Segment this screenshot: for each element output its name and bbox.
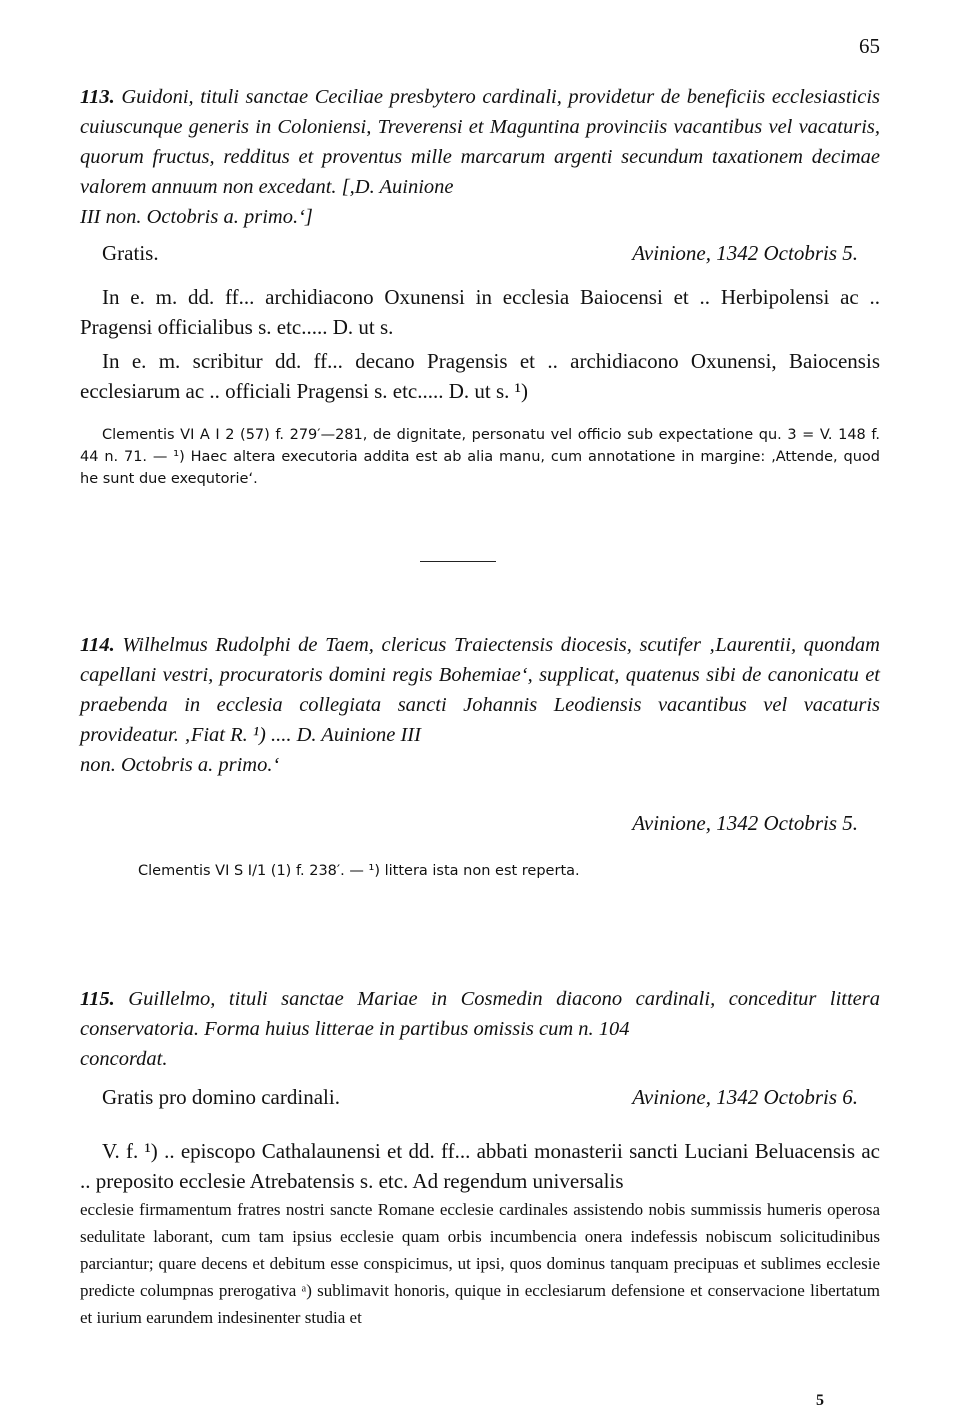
section-divider xyxy=(420,561,496,562)
entry-114-dateline xyxy=(80,808,880,838)
entry-113-paragraph-2: In e. m. scribitur dd. ff... decano Pragensis et .. archidiacono Oxunensi, Baiocensis ecclesiarum ac .. officiali Pragensi s. etc..... D. ut s. ¹) xyxy=(80,349,880,403)
entry-115-heading-end: concordat. xyxy=(80,1048,168,1070)
entry-115-body xyxy=(80,1136,880,1331)
entry-113-place-date: Avinione, 1342 Octobris 5. xyxy=(632,241,858,265)
entry-115-number: 115. xyxy=(80,988,115,1010)
entry-114-number: 114. xyxy=(80,634,115,656)
entry-115-paragraph-2: ecclesie firmamentum fratres nostri sancte Romane ecclesie cardinales assistendo nobis summissis humeris operosa sedulitate laborant, cum tam ipsius ecclesie quam orbis incumbencia onera indefessis nobiscum solicitudinibus parciantur; quare decens et debitum esse conspicimus, ut ipsi, quos dominus tanquam precipuas et sublimes ecclesie predicte columpnas prerogativa ᵃ) sublimavit honoris, quique in ecclesiarum defensione et conservacione libertatum et iurium earundem indesinenter studia et xyxy=(80,1200,880,1327)
entry-114-footnote: Clementis VI S I/1 (1) f. 238′. — ¹) littera ista non est reperta. xyxy=(138,863,580,879)
entry-113-fee: Gratis. xyxy=(102,241,159,265)
entry-113-footnote: Clementis VI A I 2 (57) f. 279′—281, de dignitate, personatu vel officio sub expectatione qu. 3 = V. 148 f. 44 n. 71. — ¹) Haec altera executoria addita est ab alia manu, cum annotatione in margine: ‚Attende, quod he sunt due exequtorie‘. xyxy=(80,427,880,487)
entry-113-heading xyxy=(80,82,880,232)
entry-114-heading-text: Wilhelmus Rudolphi de Taem, clericus Traiectensis diocesis, scutifer ‚Laurentii, quondam capellani vestri, procuratoris domini regis Bohemiae‘, supplicat, quatenus sibi de canonicatu et praebenda in ecclesia collegiata sancti Johannis Leodiensis vacantibus vel vacaturis provideatur. ‚Fiat R. ¹) .... D. Auinione III xyxy=(80,634,880,746)
entry-113-heading-text: Guidoni, tituli sanctae Ceciliae presbytero cardinali, providetur de beneficiis ecclesiasticis cuiuscunque generis in Coloniensi, Treverensi et Maguntina provinciis vacantibus vel vacaturis, quorum fructus, redditus et proventus mille marcarum argenti secundum taxationem decimae valorem annuum non excedant. [,D. Auinione xyxy=(80,86,880,198)
entry-115-dateline xyxy=(80,1082,880,1112)
entry-113 xyxy=(80,82,880,490)
entry-115-heading-text: Guillelmo, tituli sanctae Mariae in Cosmedin diacono cardinali, conceditur littera conservatoria. Forma huius litterae in partibus omissis cum n. 104 xyxy=(80,988,880,1040)
entry-113-dateline xyxy=(80,238,880,268)
entry-113-number: 113. xyxy=(80,86,115,108)
entry-114-place-date: Avinione, 1342 Octobris 5. xyxy=(632,811,858,835)
entry-113-heading-end: III non. Octobris a. primo.‘] xyxy=(80,206,313,228)
entry-115-place-date: Avinione, 1342 Octobris 6. xyxy=(632,1085,858,1109)
entry-114 xyxy=(80,630,880,882)
page-number-bottom: 5 xyxy=(816,1392,824,1409)
entry-115-fee: Gratis pro domino cardinali. xyxy=(102,1085,340,1109)
entry-113-body xyxy=(80,282,880,406)
page-number-top: 65 xyxy=(859,34,880,58)
entry-114-heading xyxy=(80,630,880,780)
entry-115-paragraph-1: V. f. ¹) .. episcopo Cathalaunensi et dd. ff... abbati monasterii sancti Luciani Beluacensis ac .. preposito ecclesie Atrebatensis s. etc. Ad regendum universalis xyxy=(80,1139,880,1193)
entry-115-heading xyxy=(80,984,880,1074)
entry-113-paragraph-1: In e. m. dd. ff... archidiacono Oxunensi in ecclesia Baiocensi et .. Herbipolensi ac .. Pragensi officialibus s. etc..... D. ut s. xyxy=(80,285,880,339)
entry-115 xyxy=(80,984,880,1331)
entry-114-heading-end: non. Octobris a. primo.‘ xyxy=(80,754,280,776)
